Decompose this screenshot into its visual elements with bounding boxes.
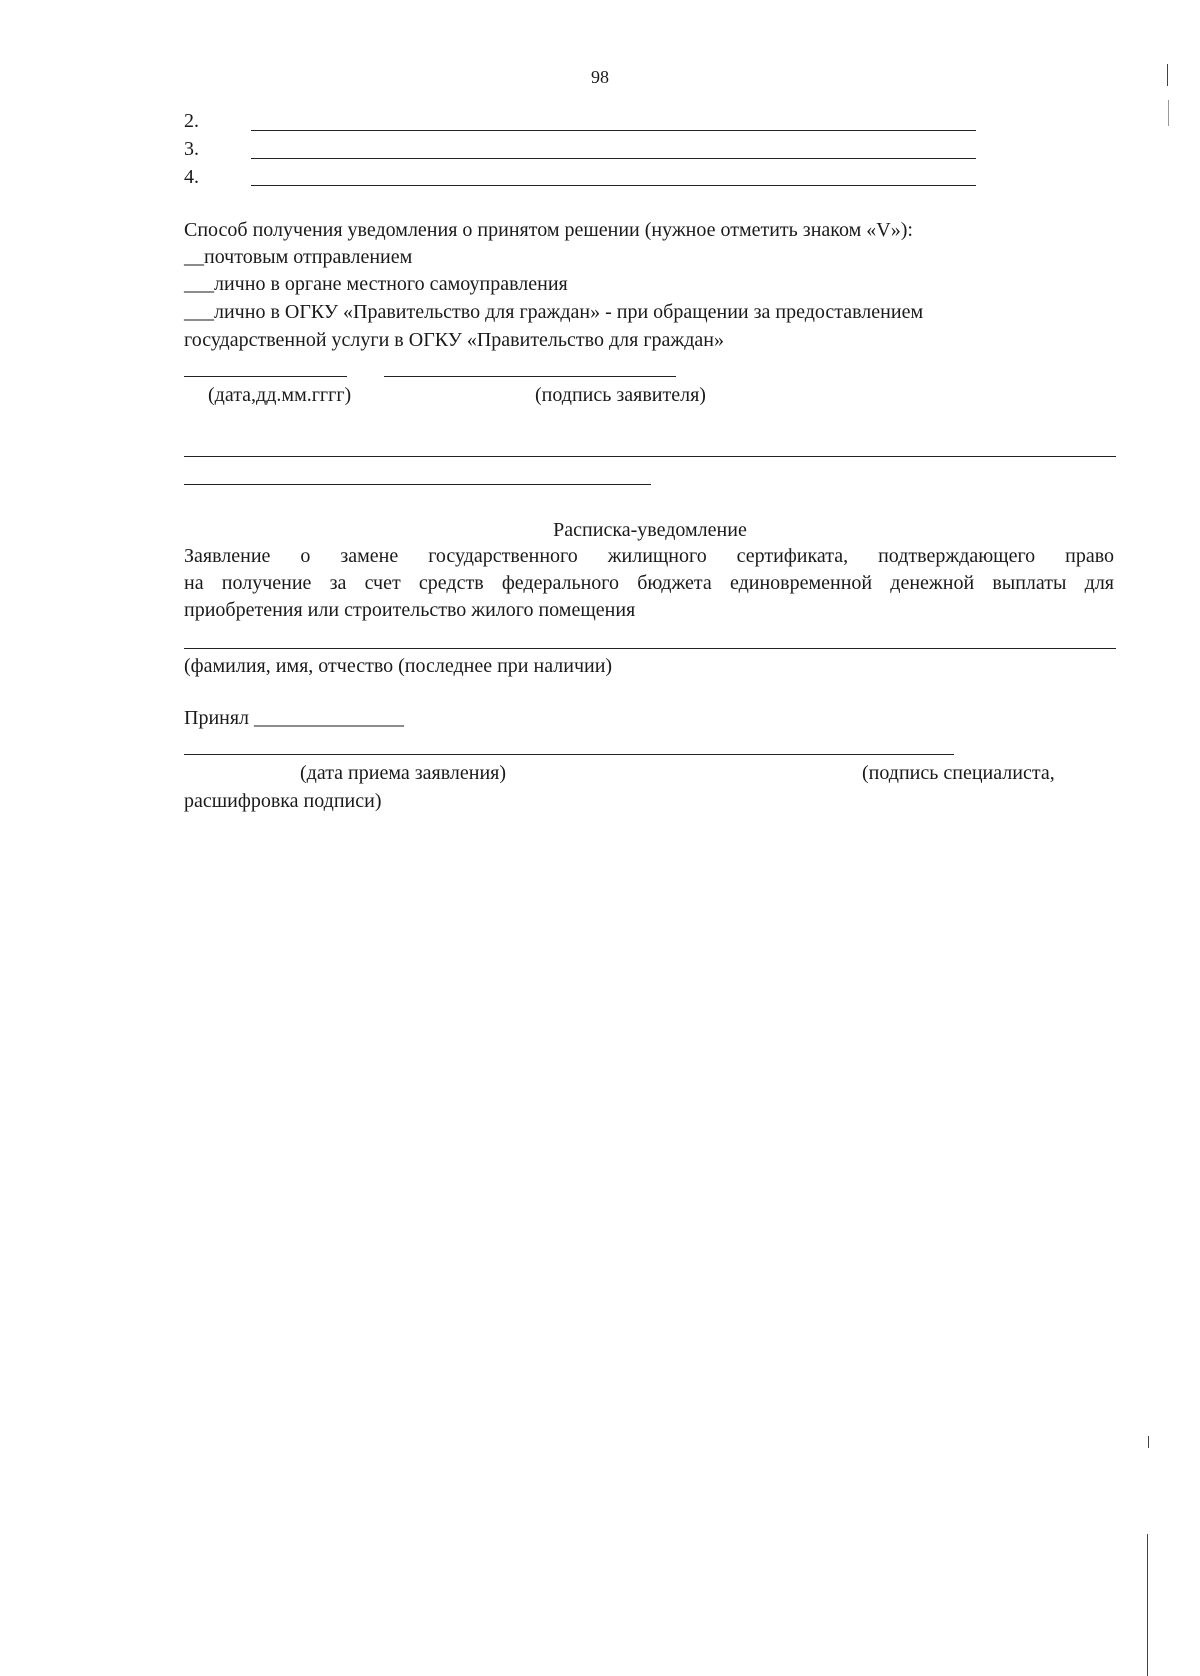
blank-line-4 <box>251 185 976 186</box>
receipt-title: Расписка-уведомление <box>553 519 747 541</box>
list-item-number-2: 2. <box>184 110 199 132</box>
option-ogku-continuation: государственной услуги в ОГКУ «Правительство для граждан» <box>184 329 724 351</box>
receipt-body-line-2: на получение за счет средств федерального бюджета единовременной денежной выплаты для <box>184 572 1114 594</box>
option-local-government-label: лично в органе местного самоуправления <box>214 273 568 295</box>
applicant-signature-line <box>384 376 676 377</box>
scan-edge-mark <box>1167 64 1168 86</box>
list-item-number-4: 4. <box>184 166 199 188</box>
scan-edge-mark <box>1148 1436 1149 1448</box>
receipt-body-line-1: Заявление о замене государственного жилищного сертификата, подтверждающего право <box>184 545 1114 567</box>
scan-edge-mark <box>1168 100 1169 126</box>
option-local-government-blank: ___ <box>184 273 214 295</box>
option-ogku-blank: ___ <box>184 301 214 323</box>
blank-line-3 <box>251 158 976 159</box>
option-local-government <box>184 272 568 296</box>
date-signature-line <box>184 376 347 377</box>
separator-line-short <box>184 484 651 485</box>
date-caption: (дата,дд.мм.гггг) <box>208 384 352 406</box>
receipt-body-line-3: приобретения или строительство жилого помещения <box>184 599 636 621</box>
page-number: 98 <box>591 67 609 87</box>
option-ogku-label: лично в ОГКУ «Правительство для граждан» - при обращении за предоставлением <box>214 301 924 323</box>
list-item-number-3: 3. <box>184 138 199 160</box>
receipt-body <box>184 543 1114 624</box>
specialist-signature-caption-cont: расшифровка подписи) <box>184 790 382 812</box>
accepted-label: Принял <box>184 707 250 729</box>
option-post <box>184 245 412 269</box>
blank-line-2 <box>251 130 976 131</box>
accepted-by <box>184 706 404 730</box>
acceptance-signature-line <box>184 754 954 755</box>
full-name-caption: (фамилия, имя, отчество (последнее при наличии) <box>184 655 613 677</box>
accepted-blank: _______________ <box>254 707 405 729</box>
applicant-signature-caption: (подпись заявителя) <box>535 384 706 406</box>
specialist-signature-caption: (подпись специалиста, <box>862 762 1055 784</box>
scan-edge-mark <box>1147 1534 1148 1676</box>
option-post-label: почтовым отправлением <box>204 246 413 268</box>
acceptance-date-caption: (дата приема заявления) <box>300 762 507 784</box>
option-ogku <box>184 300 923 324</box>
full-name-line <box>184 648 1116 649</box>
notification-method-heading: Способ получения уведомления о принятом решении (нужное отметить знаком «V»): <box>184 219 913 241</box>
separator-line-long <box>184 456 1116 457</box>
option-post-blank: __ <box>184 246 204 268</box>
